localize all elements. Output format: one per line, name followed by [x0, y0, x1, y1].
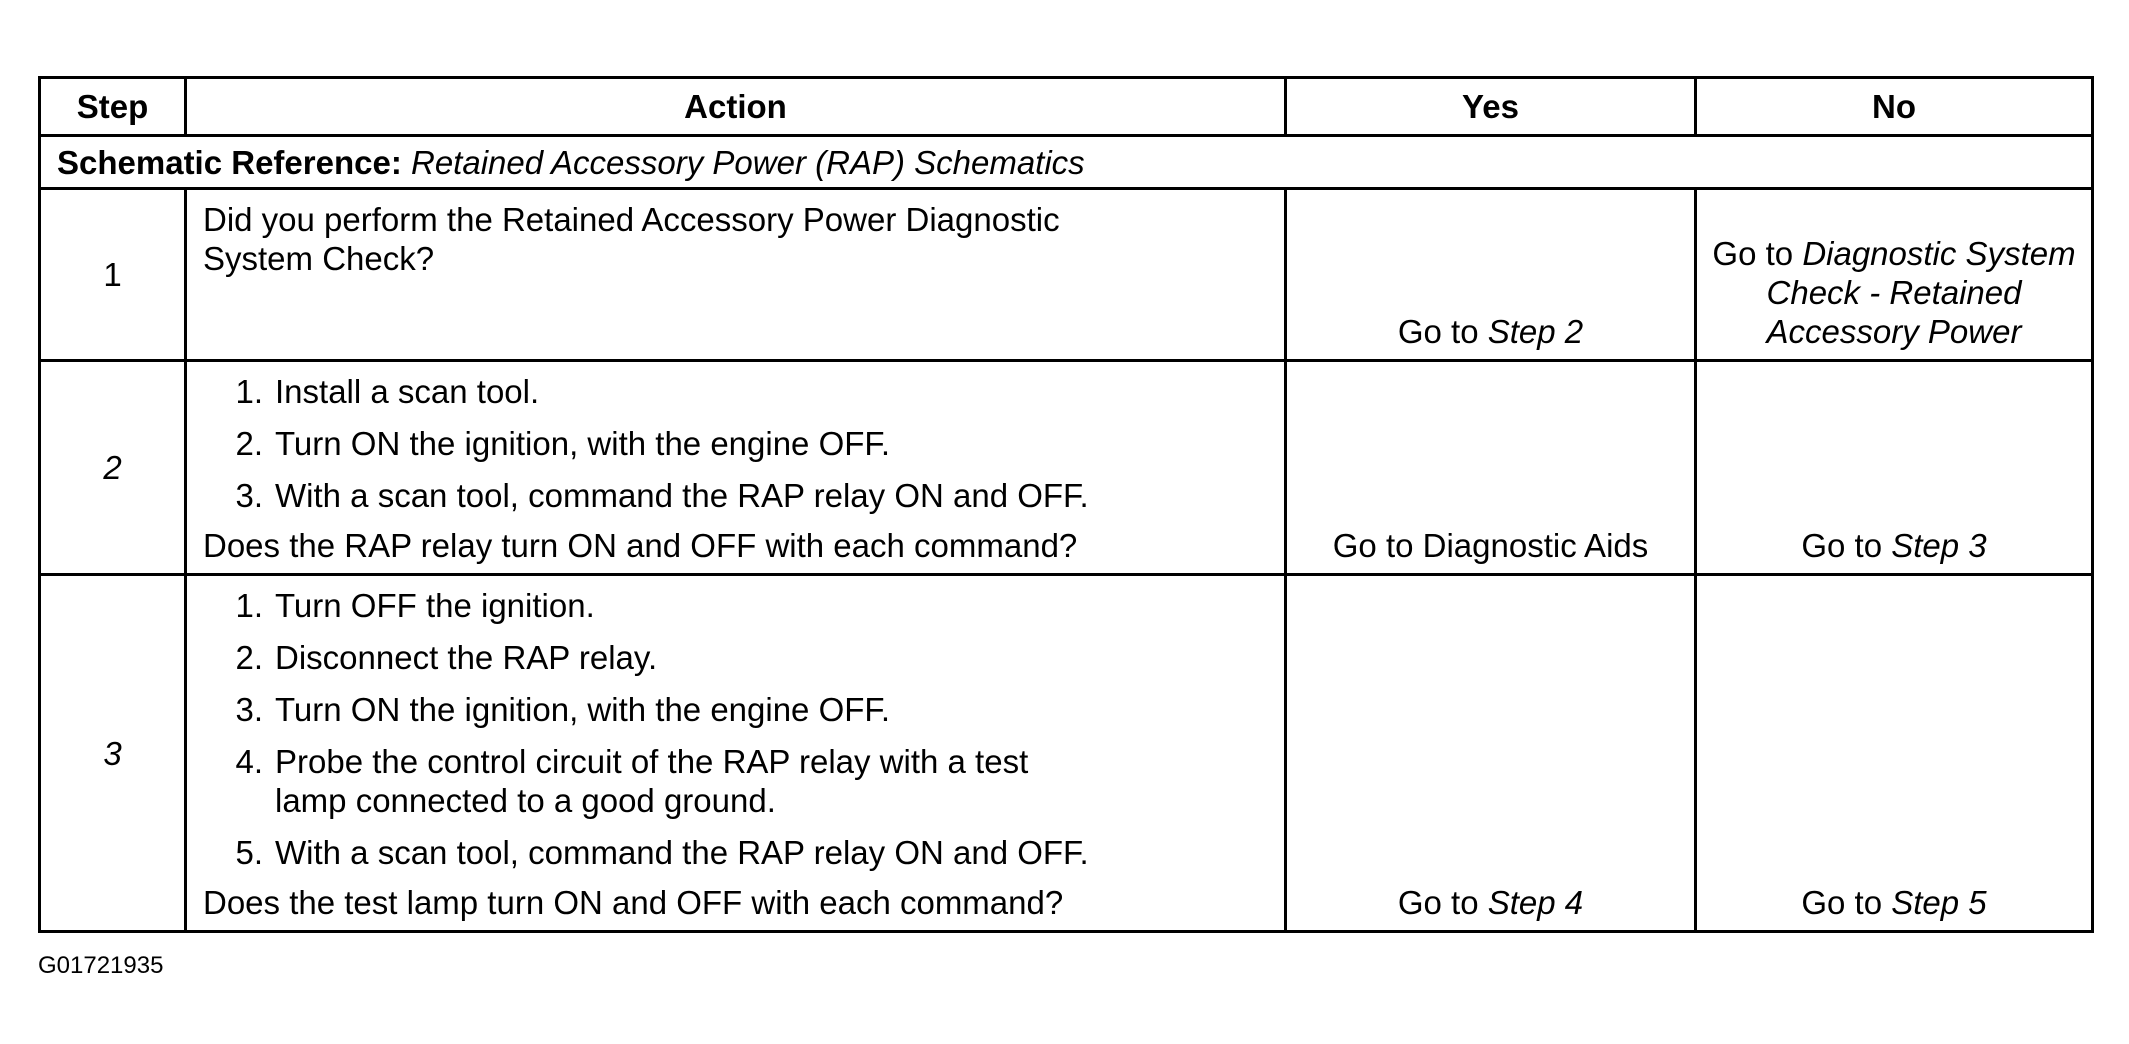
list-item-number: 1.: [235, 587, 263, 624]
no-prefix: Go to: [1712, 235, 1803, 272]
list-item-text: Install a scan tool.: [275, 373, 540, 410]
yes-prefix: Go to: [1397, 884, 1488, 921]
header-action: Action: [186, 78, 1286, 136]
no-diagnostic-link[interactable]: Diagnostic System Check - Retained Accessory Power: [1766, 235, 2076, 350]
header-no: No: [1696, 78, 2093, 136]
table-row-step-3: [40, 575, 2093, 932]
action-list: [203, 372, 1268, 515]
header-step: Step: [40, 78, 186, 136]
header-row: [40, 78, 2093, 136]
no-cell: [1696, 575, 2093, 932]
yes-cell: [1286, 361, 1696, 575]
schematic-reference: [40, 136, 2093, 189]
action-cell: [186, 575, 1286, 932]
action-question: Did you perform the Retained Accessory Power Diagnostic System Check?: [203, 201, 1060, 277]
yes-cell: [1286, 575, 1696, 932]
yes-cell: [1286, 189, 1696, 361]
schematic-reference-label: Schematic Reference:: [57, 143, 402, 181]
table-row-step-2: [40, 361, 2093, 575]
action-list: [203, 586, 1268, 872]
list-item: [203, 372, 1268, 411]
table-row-step-1: [40, 189, 2093, 361]
diagnostic-table: [38, 76, 2094, 933]
list-item-text: Turn OFF the ignition.: [275, 587, 595, 624]
figure-code: G01721935: [38, 952, 164, 979]
list-item: [203, 833, 1268, 872]
list-item-text: Turn ON the ignition, with the engine OFF.: [275, 691, 891, 728]
list-item: [203, 476, 1268, 515]
yes-link[interactable]: Go to Diagnostic Aids: [1332, 527, 1649, 564]
list-item-text: Turn ON the ignition, with the engine OFF.: [275, 425, 891, 462]
no-step-link[interactable]: Step 5: [1891, 884, 1987, 921]
list-item-text: Probe the control circuit of the RAP relay with a test lamp connected to a good ground.: [275, 743, 1029, 819]
no-cell: [1696, 361, 2093, 575]
list-item: [203, 424, 1268, 463]
schematic-reference-link[interactable]: Retained Accessory Power (RAP) Schematics: [411, 143, 1085, 181]
list-item: [203, 586, 1268, 625]
list-item-text: With a scan tool, command the RAP relay ON and OFF.: [275, 477, 1089, 514]
step-number: 3: [40, 575, 186, 932]
action-cell: [186, 361, 1286, 575]
yes-step-link[interactable]: Step 4: [1487, 884, 1584, 921]
step-number: 1: [40, 189, 186, 361]
list-item: [203, 690, 1268, 729]
list-item-number: 1.: [235, 373, 263, 410]
list-item-number: 4.: [235, 743, 263, 780]
list-item-number: 2.: [235, 639, 263, 676]
no-cell: [1696, 189, 2093, 361]
list-item-number: 2.: [235, 425, 263, 462]
action-question: Does the RAP relay turn ON and OFF with each command?: [203, 527, 1078, 564]
schematic-reference-row: [40, 136, 2093, 189]
no-prefix: Go to: [1801, 527, 1892, 564]
list-item-number: 3.: [235, 477, 263, 514]
list-item-number: 3.: [235, 691, 263, 728]
list-item-text: With a scan tool, command the RAP relay ON and OFF.: [275, 834, 1089, 871]
no-step-link[interactable]: Step 3: [1891, 527, 1987, 564]
action-cell: [186, 189, 1286, 361]
yes-prefix: Go to: [1397, 313, 1488, 350]
list-item-number: 5.: [235, 834, 263, 871]
action-question: Does the test lamp turn ON and OFF with each command?: [203, 884, 1064, 921]
yes-step-link[interactable]: Step 2: [1487, 313, 1584, 350]
no-prefix: Go to: [1801, 884, 1892, 921]
list-item: [203, 638, 1268, 677]
header-yes: Yes: [1286, 78, 1696, 136]
step-number: 2: [40, 361, 186, 575]
list-item-text: Disconnect the RAP relay.: [275, 639, 658, 676]
list-item: [203, 742, 1268, 820]
